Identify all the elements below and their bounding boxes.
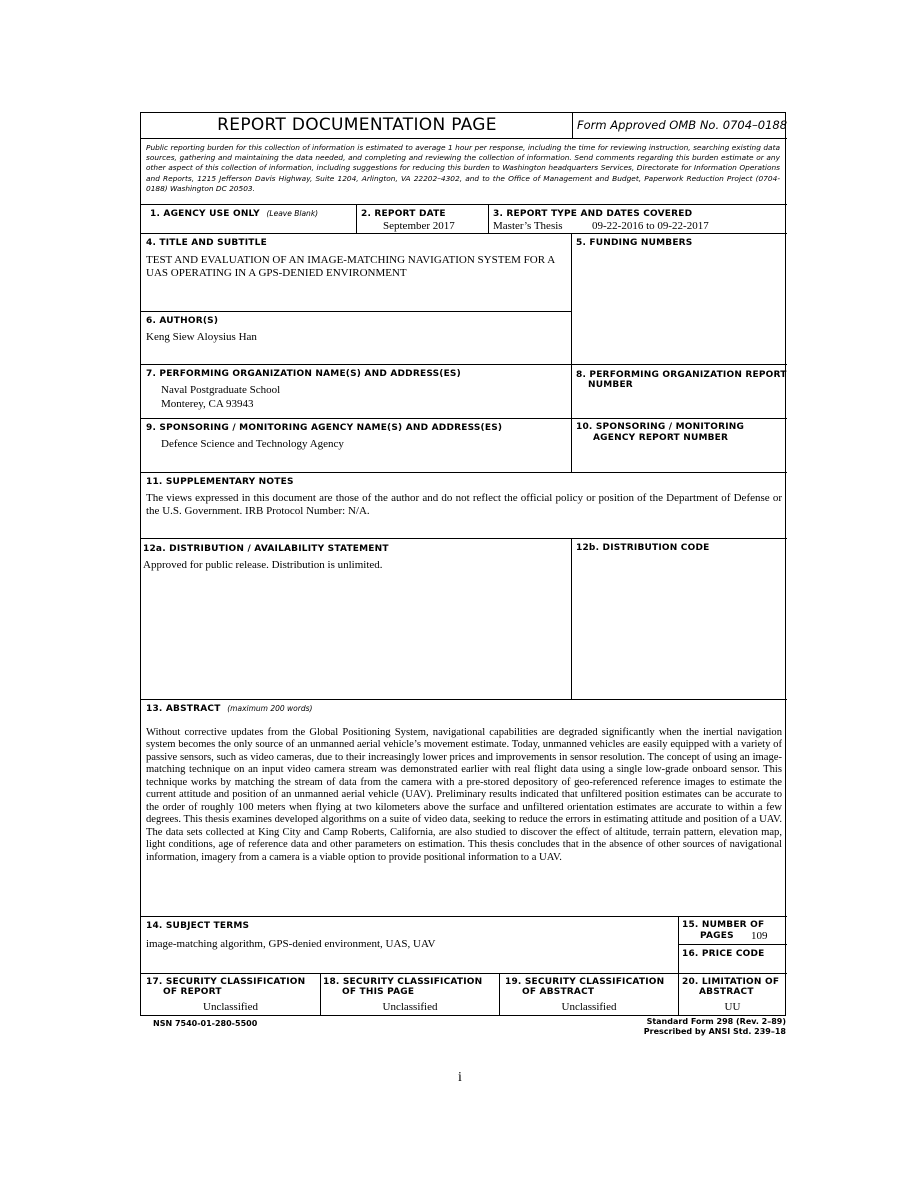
distribution-statement-value: Approved for public release. Distribution is unlimited. xyxy=(143,559,383,571)
field-subject-terms xyxy=(141,917,679,974)
field4-label: 4. TITLE AND SUBTITLE xyxy=(146,238,267,248)
field-distribution-code xyxy=(572,539,787,700)
field16-label: 16. PRICE CODE xyxy=(682,949,765,959)
supplementary-notes-value: The views expressed in this document are those of the author and do not reflect the official policy or position of the Department of Defense or the U.S. Government. IRB Protocol Number: N/A. xyxy=(146,492,782,517)
field20-label-1: 20. LIMITATION OF xyxy=(682,977,780,987)
field17-label-1: 17. SECURITY CLASSIFICATION xyxy=(146,977,306,987)
field13-note: (maximum 200 words) xyxy=(227,704,313,713)
field-abstract xyxy=(141,700,787,917)
field5-label: 5. FUNDING NUMBERS xyxy=(576,238,693,248)
dates-covered-value: 09-22-2016 to 09-22-2017 xyxy=(592,220,709,232)
field15-label-2: PAGES xyxy=(700,931,734,941)
abstract-value: Without corrective updates from the Global Positioning System, navigational capabilities are degraded significantly when the inertial navigation system becomes the only source of an unmanned aerial vehicle’s movement estimate. Today, unmanned vehicles are easily equipped with a variety of passive sensors, such as video cameras, due to their increasingly lower prices and improvements in sensor resolution. The concept of using an image-matching technique on an input video camera stream was demonstrated earlier with real flight data using a single low-grade onboard sensor. This technique works by matching the stream of data from the camera with a pre-stored depository of geo-referenced reference images to estimate the current attitude and position of an unmanned aerial vehicle (UAV). Preliminary results indicated that unfiltered position estimates can be accurate to the order of roughly 100 meters when flying at two kilometers above the surface and unfiltered orientation estimates are accurate to within a few degrees. This thesis examines developed algorithms on a suite of video data, seeking to reduce the errors in estimating attitude and position of a UAV. The data sets collected at King City and Camp Roberts, California, are also studied to discover the effect of altitude, terrain pattern, elevation map, light conditions, age of reference data and other parameters on estimation. This thesis concludes that in the absence of other sources of navigational information, imagery from a camera is a viable option to provide positional information to a UAV. xyxy=(146,727,782,863)
field12b-label: 12b. DISTRIBUTION CODE xyxy=(576,543,710,553)
field1-label: 1. AGENCY USE ONLY xyxy=(150,209,260,219)
field-performing-org-report-number xyxy=(572,365,787,419)
omb-cell xyxy=(573,113,787,139)
field18-label-2: OF THIS PAGE xyxy=(342,987,415,997)
nsn-number: NSN 7540-01-280-5500 xyxy=(153,1019,258,1028)
field14-label: 14. SUBJECT TERMS xyxy=(146,921,250,931)
author-value: Keng Siew Aloysius Han xyxy=(146,331,257,343)
standard-form: Standard Form 298 (Rev. 2–89) xyxy=(646,1017,786,1026)
field8-label-1: 8. PERFORMING ORGANIZATION REPORT xyxy=(576,370,787,380)
field-security-abstract xyxy=(500,974,679,1016)
field-funding-numbers xyxy=(572,234,787,365)
field-performing-organization xyxy=(141,365,572,419)
field10-label-2: AGENCY REPORT NUMBER xyxy=(593,433,729,443)
page-number: i xyxy=(458,1070,462,1085)
form-title: REPORT DOCUMENTATION PAGE xyxy=(217,115,497,135)
report-documentation-form xyxy=(140,112,786,1016)
field-number-of-pages xyxy=(679,917,787,945)
field-sponsoring-report-number xyxy=(572,419,787,473)
field3-label: 3. REPORT TYPE AND DATES COVERED xyxy=(493,209,693,219)
field1-note: (Leave Blank) xyxy=(266,209,319,218)
security-report-value: Unclassified xyxy=(203,1001,258,1013)
field-limitation-abstract xyxy=(679,974,787,1016)
field-authors xyxy=(141,312,572,365)
field-report-date xyxy=(357,205,489,234)
field-security-report xyxy=(141,974,321,1016)
field20-label-2: ABSTRACT xyxy=(699,987,754,997)
field-price-code xyxy=(679,945,787,974)
field-distribution-statement xyxy=(141,539,572,700)
field12a-label: 12a. DISTRIBUTION / AVAILABILITY STATEMENT xyxy=(143,544,389,554)
burden-statement: Public reporting burden for this collection of information is estimated to average 1 hour per response, including the time for reviewing instruction, searching existing data sources, gathering and maintaining the data needed, and completing and reviewing the collection of information. Send comments regarding this burden estimate or any other aspect of this collection of information, including suggestions for reducing this burden to Washington headquarters Services, Directorate for Information Operations and Reports, 1215 Jefferson Davis Highway, Suite 1204, Arlington, VA 22202–4302, and to the Office of Management and Budget, Paperwork Reduction Project (0704-0188) Washington DC 20503. xyxy=(146,143,780,193)
title-value: TEST AND EVALUATION OF AN IMAGE-MATCHING NAVIGATION SYSTEM FOR A UAS OPERATING IN A GPS-DENIED ENVIRONMENT xyxy=(146,254,555,279)
omb-number: Form Approved OMB No. 0704–0188 xyxy=(577,118,788,132)
prescribed-by: Prescribed by ANSI Std. 239–18 xyxy=(643,1027,786,1036)
report-type-value: Master’s Thesis xyxy=(493,220,563,232)
field-supplementary-notes xyxy=(141,473,787,539)
number-of-pages-value: 109 xyxy=(751,930,768,942)
security-page-value: Unclassified xyxy=(382,1001,438,1013)
field-agency-use-only xyxy=(141,205,357,234)
field-security-page xyxy=(321,974,500,1016)
field19-label-1: 19. SECURITY CLASSIFICATION xyxy=(505,977,665,987)
field19-label-2: OF ABSTRACT xyxy=(522,987,595,997)
subject-terms-value: image-matching algorithm, GPS-denied environment, UAS, UAV xyxy=(146,938,436,950)
field7-label: 7. PERFORMING ORGANIZATION NAME(S) AND ADDRESS(ES) xyxy=(146,369,461,379)
field-title-subtitle xyxy=(141,234,572,312)
field11-label: 11. SUPPLEMENTARY NOTES xyxy=(146,477,294,487)
field10-label-1: 10. SPONSORING / MONITORING xyxy=(576,422,745,432)
burden-statement-cell xyxy=(141,139,787,205)
security-abstract-value: Unclassified xyxy=(561,1001,617,1013)
limitation-value: UU xyxy=(724,1001,741,1013)
field13-label: 13. ABSTRACT xyxy=(146,704,221,714)
field-sponsoring-agency xyxy=(141,419,572,473)
field15-label-1: 15. NUMBER OF xyxy=(682,920,765,930)
report-date-value: September 2017 xyxy=(383,220,455,232)
field-report-type xyxy=(489,205,787,234)
form-title-cell xyxy=(141,113,573,139)
org-name-value: Naval Postgraduate School xyxy=(161,384,281,396)
org-address-value: Monterey, CA 93943 xyxy=(161,398,254,410)
field6-label: 6. AUTHOR(S) xyxy=(146,316,219,326)
field8-label-2: NUMBER xyxy=(588,380,633,390)
field2-label: 2. REPORT DATE xyxy=(361,209,446,219)
sponsoring-agency-value: Defence Science and Technology Agency xyxy=(161,438,344,450)
field9-label: 9. SPONSORING / MONITORING AGENCY NAME(S) AND ADDRESS(ES) xyxy=(146,423,503,433)
field17-label-2: OF REPORT xyxy=(163,987,222,997)
field18-label-1: 18. SECURITY CLASSIFICATION xyxy=(323,977,483,987)
